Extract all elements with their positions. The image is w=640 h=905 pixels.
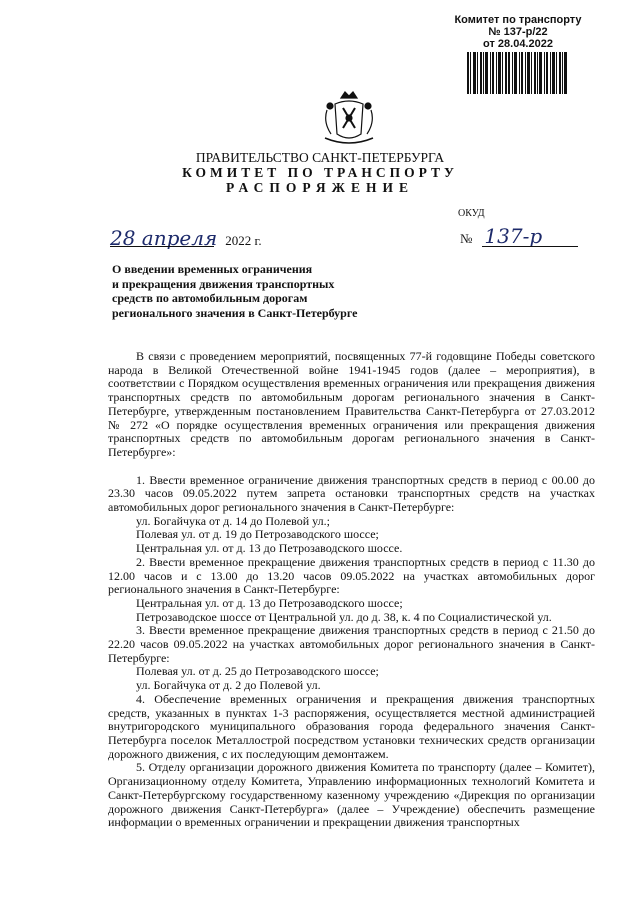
- clause-3: 3. Ввести временное прекращение движения транспортных средств в период с 21.50 до 22.20 часов 09.05.2022 на участках автомобильных дорог регионального значения в Санкт-Петербурге:: [108, 623, 595, 665]
- document-type: РАСПОРЯЖЕНИЕ: [225, 180, 415, 195]
- road-section: Полевая ул. от д. 19 до Петрозаводского шоссе;: [136, 527, 379, 542]
- handwritten-date: 28 апреля: [110, 226, 218, 250]
- coat-of-arms-emblem: [321, 88, 377, 150]
- barcode: [467, 52, 567, 94]
- road-section: ул. Богайчука от д. 2 до Полевой ул.: [136, 678, 321, 693]
- road-section: Полевая ул. от д. 25 до Петрозаводского шоссе;: [136, 664, 379, 679]
- road-section: Центральная ул. от д. 13 до Петрозаводского шоссе;: [136, 595, 403, 610]
- date-underline: [110, 246, 214, 247]
- number-line: [460, 224, 590, 248]
- date-year: 2022 г.: [225, 233, 262, 248]
- title-line: и прекращения движения транспортных: [112, 276, 335, 291]
- clause-2: 2. Ввести временное прекращение движения транспортных средств в период с 11.30 до 12.00 часов и с 13.00 до 13.20 часов 09.05.2022 на участках автомобильных дорог регионального значения в Санкт-Петербурге:: [108, 554, 595, 597]
- okud-label: ОКУД: [458, 208, 485, 219]
- preamble-paragraph: В связи с проведением мероприятий, посвященных 77-й годовщине Победы советского народа в Великой Отечественной войне 1941-1945 годов (далее – мероприятия), в соответствии с Порядком осуществления временных ограничения или прекращения движения транспортных средств по автомобильным дорогам регионального значения в Санкт-Петербурге, утвержденным постановлением Правительства Санкт-Петербурга от 27.03.2012 № 272 «О порядке осуществления временных ограничения или прекращения движения транспортных средств по автомобильным дорогам регионального значения в Санкт-Петербурге»:: [108, 349, 595, 459]
- stamp-committee: Комитет по транспорту: [454, 14, 582, 26]
- registration-stamp: [448, 14, 588, 50]
- handwritten-number: 137-р: [484, 224, 543, 248]
- order-body: [108, 350, 595, 830]
- stamp-date: от 28.04.2022: [483, 38, 553, 50]
- title-line: О введении временных ограничения: [112, 262, 313, 276]
- government-name: ПРАВИТЕЛЬСТВО САНКТ-ПЕТЕРБУРГА: [195, 150, 445, 165]
- clause-4: 4. Обеспечение временных ограничения и прекращения движения транспортных средств, указанных в пунктах 1-3 распоряжения, осуществляется местной администрацией внутригородского муниципального образования города федерального значения Санкт-Петербурга поселок Металлострой посредством установки технических средств организации дорожного движения, с их последующим демонтажем.: [108, 691, 595, 761]
- title-line: регионального значения в Санкт-Петербурге: [112, 305, 358, 320]
- stamp-number: № 137-р/22: [488, 26, 548, 38]
- road-section: ул. Богайчука от д. 14 до Полевой ул.;: [136, 513, 330, 528]
- road-section: Петрозаводское шоссе от Центральной ул. до д. 38, к. 4 по Социалистической ул.: [136, 609, 552, 624]
- clause-5: 5. Отделу организации дорожного движения Комитета по транспорту (далее – Комитет), Организационному отделу Комитета, Управлению информационных технологий Комитета и Санкт-Петербургскому государственному казенному учреждению «Дирекция по организации дорожного движения Санкт-Петербурга» (далее – Учреждение) обеспечить размещение информации о временных ограничении и прекращении движения транспортных: [108, 760, 595, 830]
- number-underline: [482, 246, 578, 247]
- committee-name: КОМИТЕТ ПО ТРАНСПОРТУ: [182, 165, 458, 180]
- title-line: средств по автомобильным дорогам: [112, 291, 308, 306]
- road-section: Центральная ул. от д. 13 до Петрозаводского шоссе.: [136, 541, 403, 556]
- clause-1: 1. Ввести временное ограничение движения транспортных средств в период с 00.00 до 23.30 часов 09.05.2022 путем запрета остановки транспортных средств на участках автомобильных дорог регионального значения в Санкт-Петербурге:: [108, 472, 595, 515]
- date-line: [110, 226, 290, 250]
- order-title: [112, 262, 372, 320]
- number-prefix: №: [460, 231, 473, 246]
